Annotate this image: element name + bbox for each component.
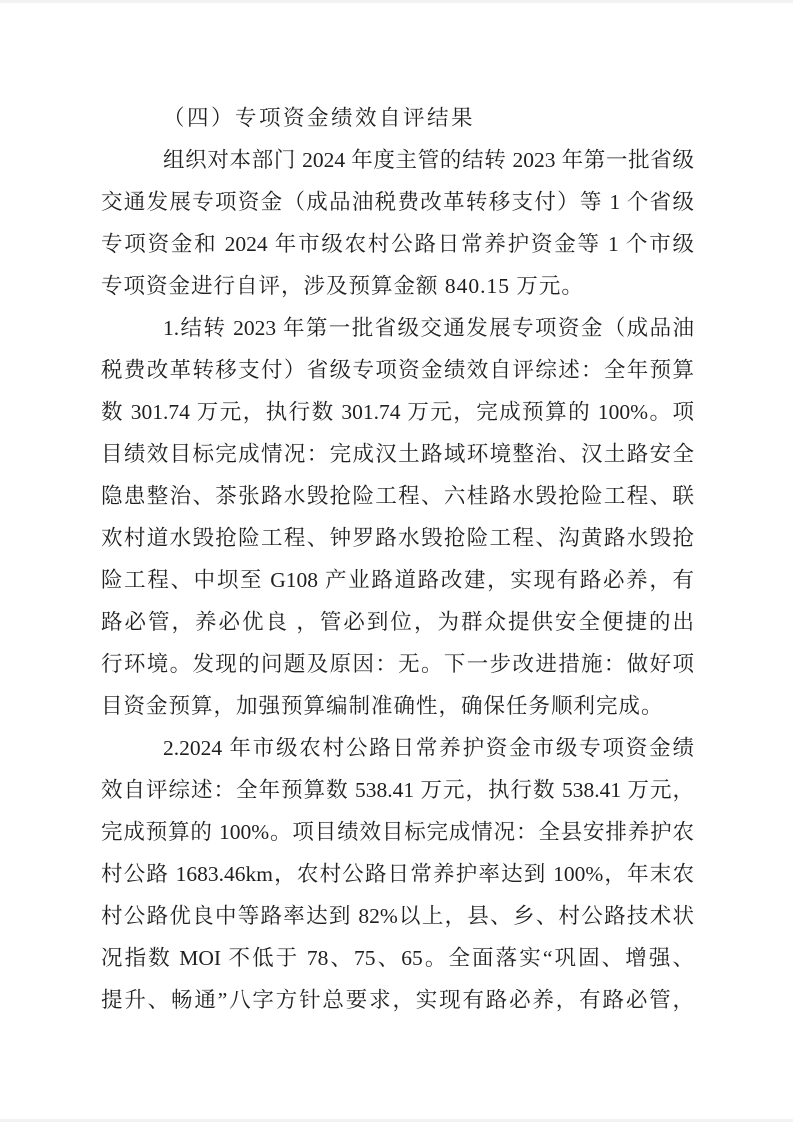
- text-line: 交通发展专项资金（成品油税费改革转移支付）等 1 个省级: [101, 190, 694, 214]
- text-line: 目绩效目标完成情况：完成汉土路域环境整治、汉土路安全: [101, 442, 694, 466]
- text-line: 专项资金和 2024 年市级农村公路日常养护资金等 1 个市级: [101, 232, 694, 256]
- document-body: [101, 97, 694, 1021]
- text-line-item-2: 2.2024 年市级农村公路日常养护资金市级专项资金绩: [163, 736, 694, 760]
- section-heading: （四）专项资金绩效自评结果: [163, 106, 476, 130]
- text-line: 路必管，养必优良 ，管必到位，为群众提供安全便捷的出: [101, 610, 694, 634]
- text-line: 村公路 1683.46km，农村公路日常养护率达到 100%，年末农: [101, 862, 694, 886]
- text-line: 险工程、中坝至 G108 产业路道路改建，实现有路必养，有: [101, 568, 694, 592]
- text-line: 况指数 MOI 不低于 78、75、65。全面落实“巩固、增强、: [101, 946, 694, 970]
- text-line: 欢村道水毁抢险工程、钟罗路水毁抢险工程、沟黄路水毁抢: [101, 526, 694, 550]
- page-top-edge: [0, 0, 793, 3]
- text-line-item-1: 1.结转 2023 年第一批省级交通发展专项资金（成品油: [163, 316, 694, 340]
- text-line: 隐患整治、茶张路水毁抢险工程、六桂路水毁抢险工程、联: [101, 484, 694, 508]
- text-line: 完成预算的 100%。项目绩效目标完成情况：全县安排养护农: [101, 820, 694, 844]
- text-line: 效自评综述：全年预算数 538.41 万元，执行数 538.41 万元，: [101, 778, 694, 802]
- text-line: 组织对本部门 2024 年度主管的结转 2023 年第一批省级: [163, 148, 694, 172]
- text-line: 村公路优良中等路率达到 82%以上，县、乡、村公路技术状: [101, 904, 694, 928]
- text-line: 数 301.74 万元，执行数 301.74 万元，完成预算的 100%。项: [101, 400, 694, 424]
- text-line: 税费改革转移支付）省级专项资金绩效自评综述：全年预算: [101, 358, 694, 382]
- text-line: 提升、畅通”八字方针总要求，实现有路必养，有路必管，: [101, 988, 694, 1012]
- text-line: 行环境。发现的问题及原因：无。下一步改进措施：做好项: [101, 652, 694, 676]
- text-line: 专项资金进行自评，涉及预算金额 840.15 万元。: [101, 274, 584, 298]
- text-line: 目资金预算，加强预算编制准确性，确保任务顺利完成。: [101, 694, 664, 718]
